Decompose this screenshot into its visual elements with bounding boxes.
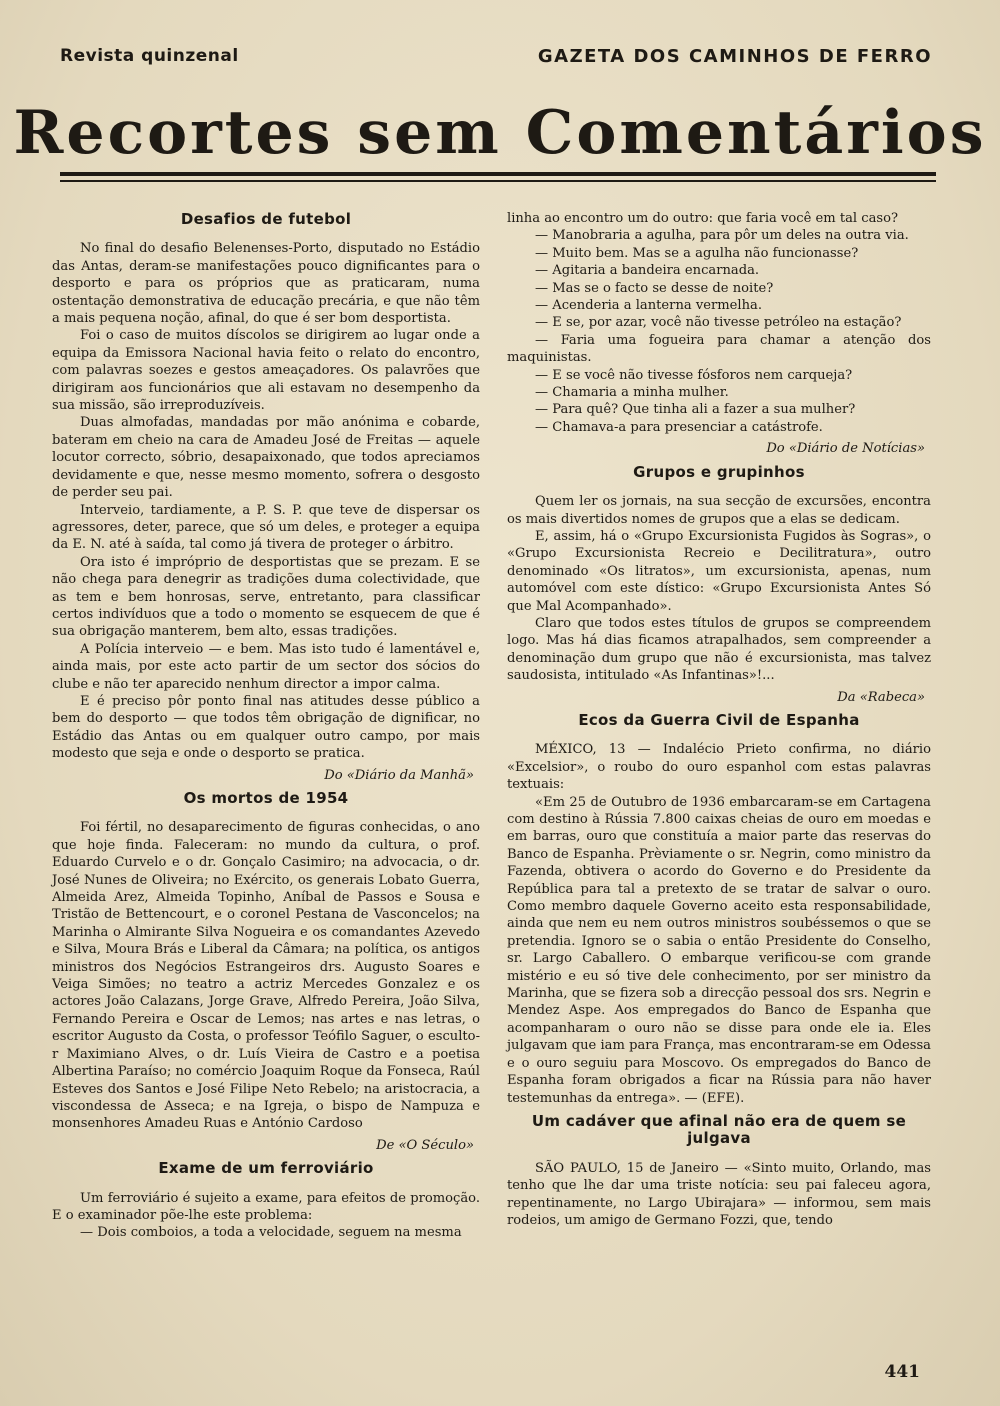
section-title: Desafios de futebol (180, 210, 352, 228)
dialogue-line: — Acenderia a lanterna vermelha. (535, 298, 762, 314)
source-credit: Do «Diário da Manhã» (324, 767, 474, 783)
paragraph: E é preciso pôr ponto final nas atitudes desse público a bem do desporto — que todos têm obrigação de dignificar, no Estádio das Antas ou em qualquer outro campo, por mais modesto que seja e onde o desporto se pratica. (52, 693, 480, 762)
paragraph: Duas almofadas, mandadas por mão anónima e cobarde, bateram em cheio na cara de Amadeu José de Freitas — aquele locutor correcto, sóbrio, desapaixonado, que todos apreciamos devidamente e que, nesse mesmo momento, sofrera o desgosto de perder seu pai. (52, 415, 480, 501)
dialogue-line: — Mas se o facto se desse de noite? (535, 280, 774, 296)
paragraph: Foi fértil, no desaparecimento de figuras conhecidas, o ano que hoje finda. Faleceram: no mundo da cultura, o prof. Eduardo Curvelo e o dr. Gonçalo Casimiro; na advocacia, o dr. José Nunes de Oliveira; no Exército, os generais Lobato Guerra, Almeida Arez, Almeida Topinho, Aníbal de Passos e Sousa e Tristão de Bettencourt, e o coronel Pestana de Vasconcelos; na Marinha o Almirante Silva Nogueira e os comandantes Azevedo e Silva, Moura Brás e Liberal da Câmara; na política, os antigos ministros dos Negócios Estrangeiros drs. Augusto Soares e Veiga Simões; no teatro a actriz Mercedes Gonzalez e os actores João Calazans, Jorge Grave, Alfredo Pereira, João Silva, Fernando Pereira e Oscar de Lemos; nas artes e nas letras, o escritor Augusto da Costa, o professor Teófilo Saguer, o escultor Maximiano Alves, o dr. Luís Vieira de Castro e a poetisa Albertina Paraíso; no comércio Joaquim Roque da Fonseca, Raúl Esteves dos Santos e José Filipe Neto Rebelo; na aristocracia, a viscondessa de Asseca; e na Igreja, o bispo de Nampuza e monsenhores Amadeu Ruas e António Cardoso (52, 820, 480, 1132)
dialogue-line: — Faria uma fogueira para chamar a atenção dos maquinistas. (507, 332, 931, 366)
paragraph: Um ferroviário é sujeito a exame, para efeitos de promoção. E o examinador põe-lhe este problema: (52, 1190, 480, 1223)
paragraph: «Em 25 de Outubro de 1936 embarcaram-se em Cartagena com destino à Rússia 7.800 caixas cheias de ouro em moedas e em barras, ouro que constituía a maior parte das reservas do Banco de Espanha. Prèviamente o sr. Negrin, como ministro da Fazenda, obtivera o acordo do Governo e do Presidente da República para tal a pretexto de se tratar de salvar o ouro. Como membro daquele Governo aceito esta responsabilidade, ainda que nem eu nem outros ministros soubéssemos o que se pretendia. Ignoro se o sabia o então Presidente do Conselho, sr. Largo Caballero. O embarque verificou-se com grande mistério e eu só tive dele conhecimento, por ser ministro da Marinha, que se fizera sob a direcção pessoal dos srs. Negrin e Mendez Aspe. Aos empregados do Banco de Espanha que acompanharam o ouro não se disse para onde ele ia. Eles julgavam que iam para França, mas encontraram-se em Odessa e o ouro seguiu para Moscovo. Os empregados do Banco de Espanha foram obrigados a ficar na Rússia para não haver testemunhas da entrega». — (EFE). (507, 794, 931, 1106)
section-title: Exame de um ferroviário (158, 1159, 374, 1178)
paragraph: E, assim, há o «Grupo Excursionista Fugidos às Sogras», o «Grupo Excursionista Recreio e Decilitratura», outro denominado «Os litratos», um excursionista, apenas, num automóvel com este dístico: «Grupo Excursionista Antes Só que Mal Acompanhado». (507, 528, 931, 614)
page-title: Recortes sem Comentários (13, 98, 987, 168)
paragraph: Ora isto é impróprio de desportistas que se prezam. E se não chega para denegrir as tradições duma colectividade, que as tem e bem honrosas, serve, entretanto, para classificar certos indivíduos que a todo o momento se esquecem de que é sua obrigação manterem, bem alto, essas tradições. (52, 554, 480, 640)
dialogue-line: — E se você não tivesse fósforos nem carqueja? (535, 367, 853, 383)
dialogue-line: — Manobraria a agulha, para pôr um deles na outra via. (535, 228, 909, 244)
paragraph: MÉXICO, 13 — Indalécio Prieto confirma, no diário «Excelsior», o roubo do ouro espanhol com estas palavras textuais: (507, 742, 931, 793)
paragraph: No final do desafio Belenenses-Porto, disputado no Estádio das Antas, deram-se manifestações pouco dignificantes para o desporto e para os próprios que as praticaram, numa ostentação demonstrativa de educação precária, e que não têm a mais pequena noção, afinal, do que é ser bom desportista. (52, 241, 480, 327)
section-title: Ecos da Guerra Civil de Espanha (578, 710, 860, 729)
section-title: Os mortos de 1954 (183, 789, 349, 807)
left-column (52, 205, 480, 1242)
title-rule-thick (60, 172, 936, 176)
source-credit: De «O Século» (376, 1137, 474, 1153)
paragraph: Claro que todos estes títulos de grupos se compreendem logo. Mas há dias ficamos atrapalhados, sem compreender a denominação dum grupo que não é excursionista, mas talvez saudosista, intitulado «As Infantinas»!... (507, 615, 931, 684)
paragraph: Foi o caso de muitos díscolos se dirigirem ao lugar onde a equipa da Emissora Nacional havia feito o relato do encontro, com palavras soezes e gestos ameaçadores. Os palavrões que dirigiram aos funcionários que ali estavam no desempenho da sua missão, são irreproduzíveis. (52, 328, 480, 414)
section-title: Um cadáver que afinal não era de quem se julgava (531, 1111, 907, 1148)
source-credit: Da «Rabeca» (837, 689, 925, 705)
paragraph: linha ao encontro um do outro: que faria você em tal caso? (507, 211, 899, 226)
page-number: 441 (884, 1362, 920, 1382)
header-right: GAZETA DOS CAMINHOS DE FERRO (537, 46, 932, 67)
paragraph: A Polícia interveio — e bem. Mas isto tudo é lamentável e, ainda mais, por este acto partir de um sector dos sócios do clube e não ter aparecido nenhum director a impor calma. (52, 641, 480, 692)
section-title: Grupos e grupinhos (633, 462, 805, 481)
dialogue-line: — E se, por azar, você não tivesse petróleo na estação? (535, 315, 902, 331)
dialogue-line: — Para quê? Que tinha ali a fazer a sua mulher? (535, 402, 856, 418)
paragraph: SÃO PAULO, 15 de Janeiro — «Sinto muito, Orlando, mas tenho que lhe dar uma triste notícia: seu pai faleceu agora, repentinamente, no Largo Ubirajara» — informou, sem mais rodeios, um amigo de Germano Fozzi, que, tendo (507, 1160, 931, 1228)
right-column (507, 210, 931, 1229)
title-rule-thin (60, 180, 936, 182)
header-left: Revista quinzenal (60, 46, 239, 66)
dialogue-line: — Chamava-a para presenciar a catástrofe. (535, 419, 823, 435)
paragraph: Interveio, tardiamente, a P. S. P. que teve de dispersar os agressores, deter, parece, que só um deles, e proteger a equipa da E. N. até à saída, tal como já tivera de proteger o árbitro. (52, 502, 480, 553)
paragraph: — Dois comboios, a toda a velocidade, seguem na mesma (80, 1225, 462, 1241)
dialogue-line: — Chamaria a minha mulher. (535, 385, 729, 401)
dialogue-line: — Muito bem. Mas se a agulha não funcionasse? (535, 245, 859, 261)
source-credit: Do «Diário de Notícias» (766, 441, 925, 457)
paragraph: Quem ler os jornais, na sua secção de excursões, encontra os mais divertidos nomes de grupos que a elas se dedicam. (507, 494, 931, 527)
dialogue-line: — Agitaria a bandeira encarnada. (535, 263, 760, 279)
